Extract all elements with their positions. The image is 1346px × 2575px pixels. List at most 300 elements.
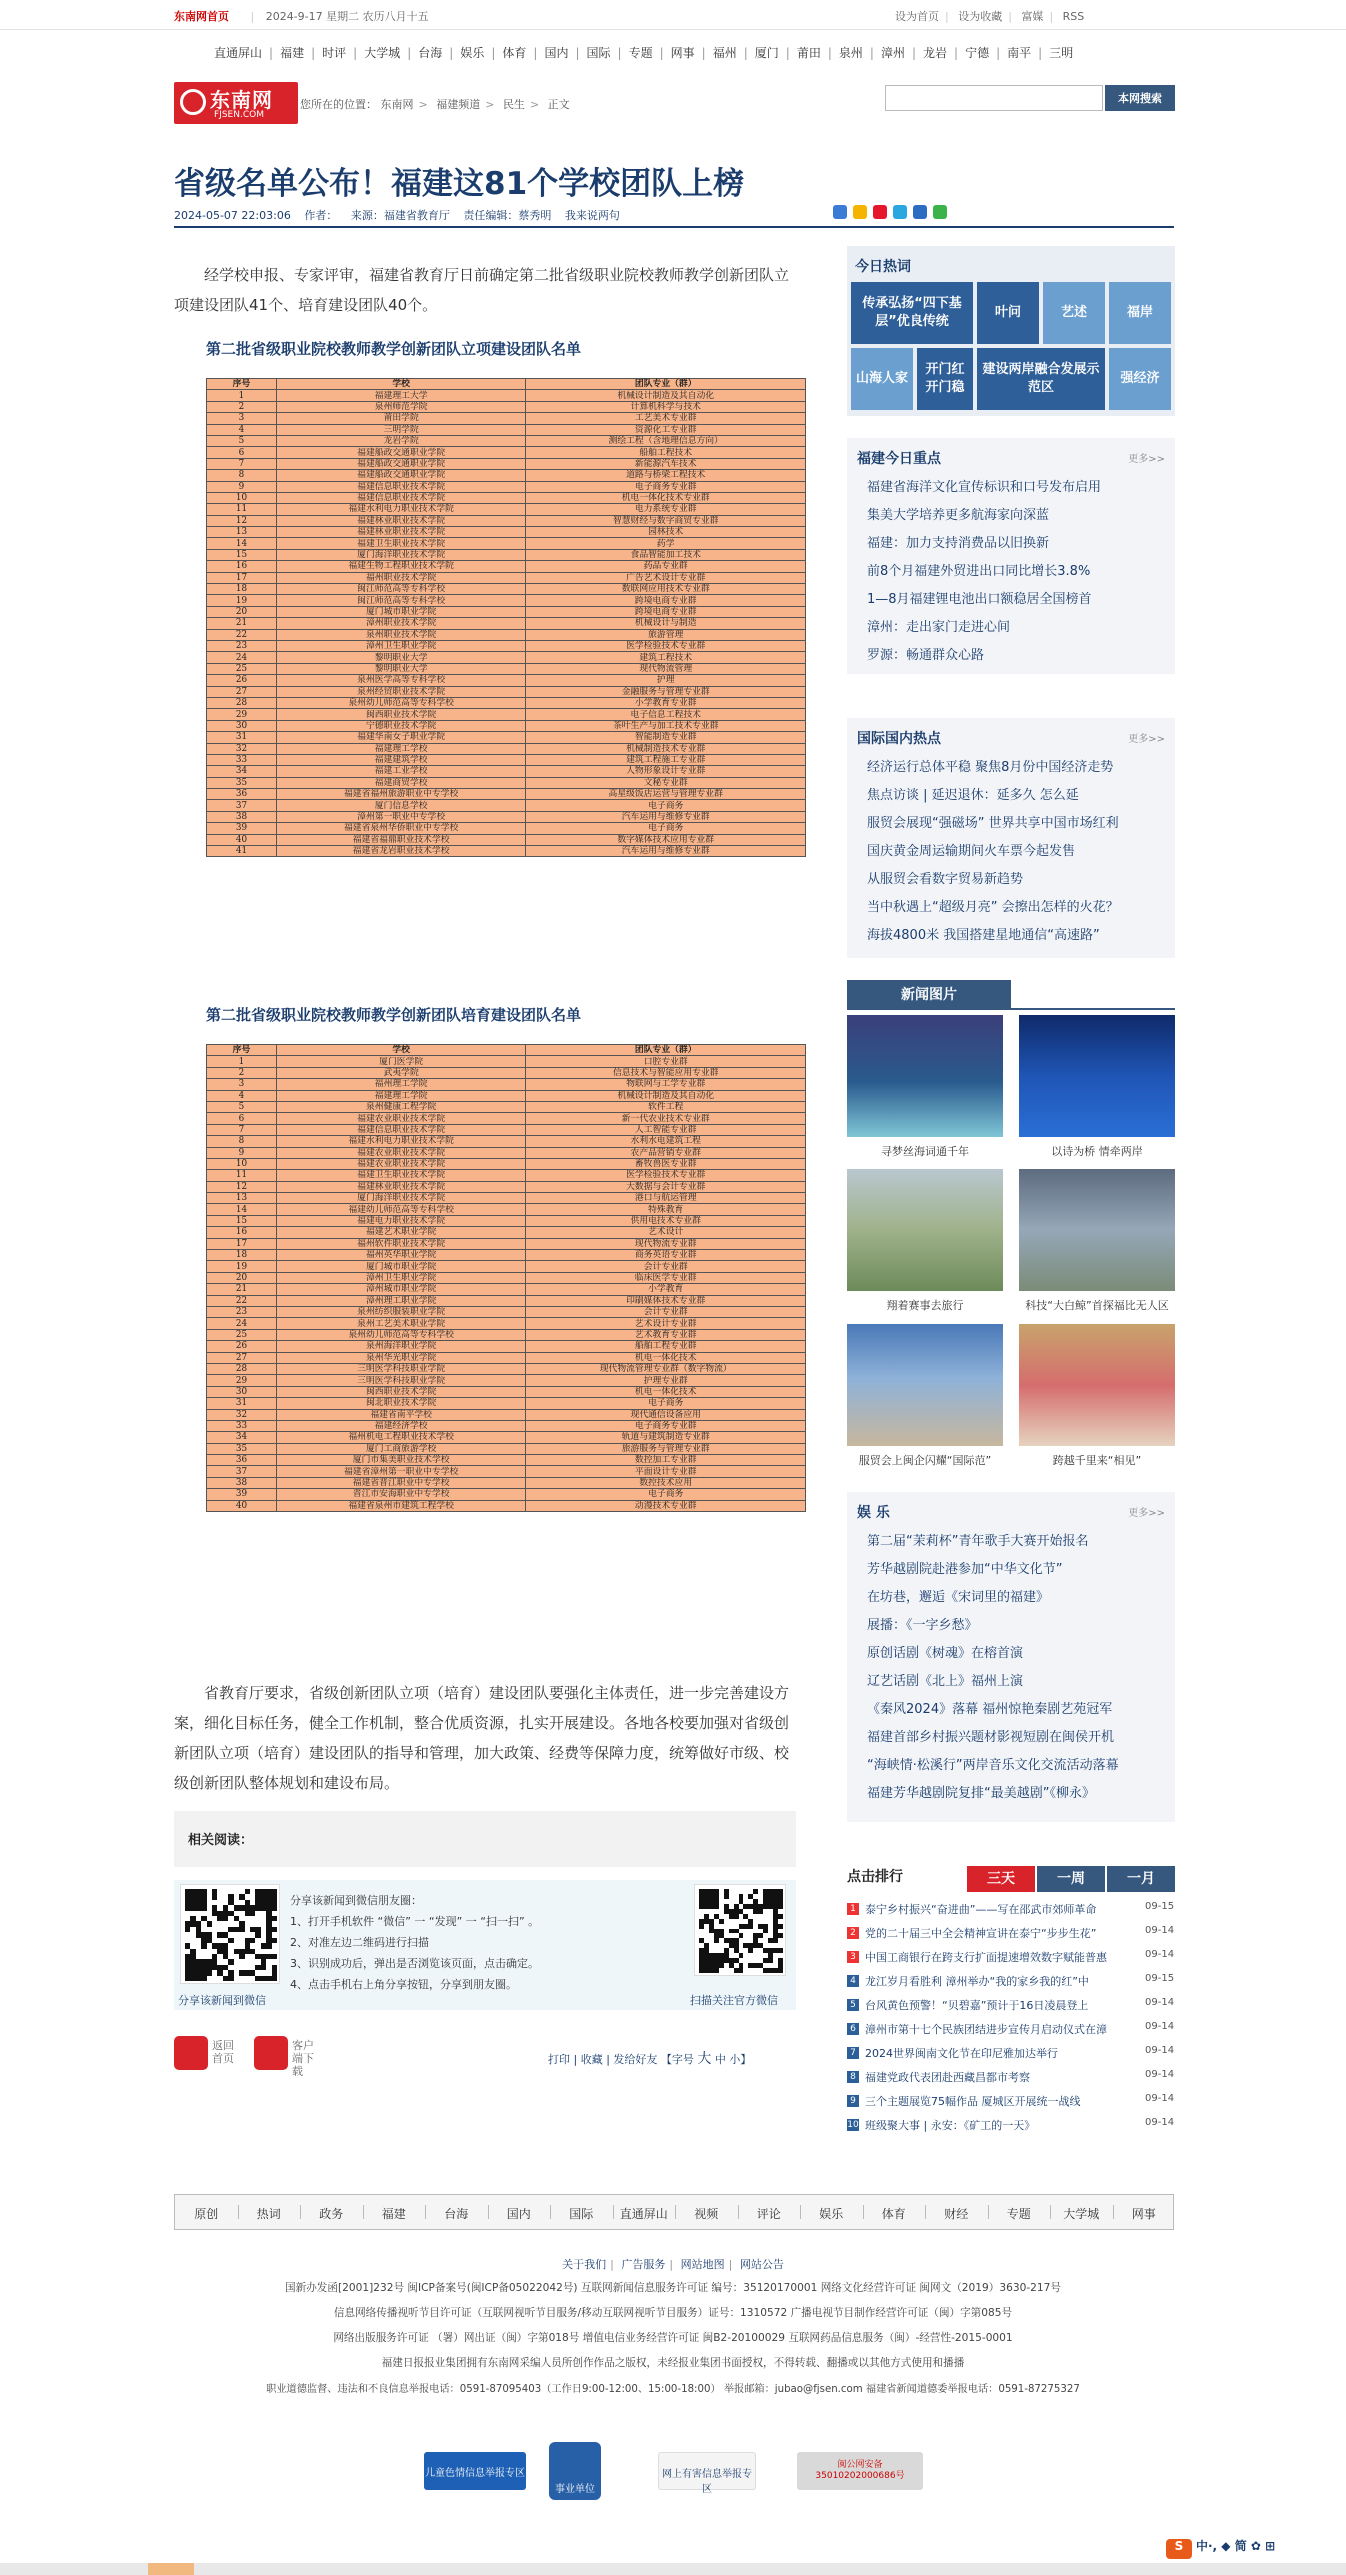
table-cell: 34 <box>207 766 277 777</box>
table-cell: 福建省龙岩职业技术学校 <box>276 846 526 857</box>
channel-link[interactable]: 网事 <box>670 46 695 60</box>
table-row <box>207 1477 806 1488</box>
hot-word-tile[interactable]: 艺述 <box>1043 282 1105 344</box>
list-item[interactable]: 罗源：畅通群众心路 <box>867 648 985 663</box>
qzone-icon[interactable] <box>893 205 907 219</box>
rank-title[interactable]: 党的二十届三中全会精神宣讲在泰宁“步步生花” <box>865 1927 1097 1940</box>
footer-nav-item[interactable]: 原创 <box>194 2207 219 2221</box>
hot-word-tile[interactable]: 建设两岸融合发展示范区 <box>977 348 1105 410</box>
table-cell: 福建卫生职业技术学院 <box>276 538 526 549</box>
rank-title[interactable]: 中国工商银行在跨支行扩面提速增效数字赋能普惠 <box>865 1951 1107 1964</box>
channel-link[interactable]: 宁德 <box>965 46 990 60</box>
list-item[interactable]: 前8个月福建外贸进出口同比增长3.8% <box>867 564 1091 579</box>
footer-nav-item[interactable]: 国际 <box>569 2207 594 2221</box>
rank-date: 09-14 <box>1145 1997 1175 2008</box>
table-cell: 福州职业技术学院 <box>276 572 526 583</box>
table-cell: 机电一体化技术 <box>526 1386 806 1397</box>
media-link[interactable]: 富媒 <box>1021 10 1044 23</box>
list-item[interactable]: 漳州：走出家门走进心间 <box>867 620 1011 635</box>
news-picture[interactable] <box>847 1324 1003 1468</box>
list-item[interactable]: 辽艺话剧《北上》福州上演 <box>867 1674 1024 1689</box>
table-row <box>207 1318 806 1329</box>
ranking-item[interactable] <box>847 2090 1177 2114</box>
table-cell: 30 <box>207 720 277 731</box>
divider: | <box>311 46 316 60</box>
footer-nav-item[interactable]: 福建 <box>381 2207 406 2221</box>
hot-word-tile[interactable]: 传承弘扬“四下基层”优良传统 <box>851 282 973 344</box>
footer-nav-item[interactable]: 娱乐 <box>819 2207 844 2221</box>
table-cell: 17 <box>207 1238 277 1249</box>
footer-nav-item[interactable]: 直通屏山 <box>619 2207 668 2221</box>
share-step: 3、识别成功后，弹出是否浏览该页面，点击确定。 <box>290 1957 539 1970</box>
table-cell: 机械制造技术专业群 <box>526 743 806 754</box>
announcement-link[interactable]: 网站公告 <box>739 2258 784 2271</box>
table-row <box>207 470 806 481</box>
home-icon[interactable] <box>174 2036 208 2070</box>
channel-link[interactable]: 时评 <box>322 46 347 60</box>
table-cell: 福建华南女子职业学院 <box>276 732 526 743</box>
list-item[interactable]: 福建首部乡村振兴题材影视短剧在闽侯开机 <box>867 1730 1115 1745</box>
list-item[interactable]: 从服贸会看数字贸易新趋势 <box>867 872 1024 887</box>
table-cell: 39 <box>207 823 277 834</box>
table-cell: 福建省福鼎职业技术学校 <box>276 834 526 845</box>
table-cell: 13 <box>207 527 277 538</box>
channel-link[interactable]: 龙岩 <box>923 46 948 60</box>
table-cell: 小学教育 <box>526 1284 806 1295</box>
table-cell: 艺术设计专业群 <box>526 1318 806 1329</box>
entertainment-box <box>847 1492 1175 1822</box>
qr-module <box>201 1943 206 1948</box>
more-link[interactable]: 更多>> <box>1128 1508 1165 1519</box>
table-cell: 医学检验技术专业群 <box>526 1170 806 1181</box>
footer-nav-item[interactable]: 财经 <box>944 2207 969 2221</box>
channel-link[interactable]: 国际 <box>586 46 611 60</box>
table-cell: 21 <box>207 1284 277 1295</box>
rss-link[interactable]: RSS <box>1062 10 1085 23</box>
table-row <box>207 777 806 788</box>
divider <box>1113 2205 1114 2219</box>
qr-module <box>778 1914 783 1919</box>
table-row <box>207 572 806 583</box>
fujian-news-title: 福建今日重点 <box>857 451 941 467</box>
table-cell: 口腔专业群 <box>526 1056 806 1067</box>
table-cell: 泉州幼儿师范高等专科学校 <box>276 697 526 708</box>
list-item[interactable]: 福建芳华越剧院复排“最美越剧”《柳永》 <box>867 1786 1095 1801</box>
table-cell: 汽车运用与维修专业群 <box>526 846 806 857</box>
site-logo[interactable] <box>174 82 298 124</box>
table-cell: 23 <box>207 640 277 651</box>
channel-link[interactable]: 国内 <box>544 46 569 60</box>
table-cell: 闽西职业技术学院 <box>276 709 526 720</box>
home-link[interactable]: 东南网首页 <box>174 10 229 23</box>
author-label: 作者： <box>304 209 338 222</box>
footer-nav-item[interactable]: 网事 <box>1131 2207 1156 2221</box>
list-item[interactable]: “海峡情·松溪行”两岸音乐文化交流活动落幕 <box>867 1758 1119 1773</box>
news-picture[interactable] <box>847 1169 1003 1313</box>
table-row <box>207 618 806 629</box>
rank-title[interactable]: 三个主题展览75幅作品 厦城区开展统一战线 <box>865 2095 1081 2108</box>
table-row <box>207 1375 806 1386</box>
channel-link[interactable]: 三明 <box>1049 46 1074 60</box>
table-cell: 三明医学科技职业学院 <box>276 1363 526 1374</box>
news-picture[interactable] <box>1019 1015 1175 1159</box>
client-download-link[interactable]: 客户端下载 <box>292 2039 314 2078</box>
qr-module <box>239 1954 244 1959</box>
table-cell: 34 <box>207 1432 277 1443</box>
rank-title[interactable]: 台风黄色预警！“贝碧嘉”预计于16日凌晨登上 <box>865 1999 1089 2012</box>
list-item[interactable]: 当中秋遇上“超级月亮” 会擦出怎样的火花？ <box>867 900 1119 915</box>
table1-wrap <box>174 378 796 857</box>
list-item[interactable]: 国庆黄金周运输期间火车票今起发售 <box>867 844 1076 859</box>
table-row <box>207 709 806 720</box>
channel-link[interactable]: 娱乐 <box>460 46 485 60</box>
news-picture[interactable] <box>1019 1324 1175 1468</box>
table-cell: 护理专业群 <box>526 1375 806 1386</box>
horizontal-scrollbar[interactable] <box>0 2563 1346 2575</box>
breadcrumb-item[interactable]: 东南网 <box>380 98 414 111</box>
list-item[interactable]: 福建省海洋文化宣传标识和口号发布启用 <box>867 480 1102 495</box>
breadcrumb-item[interactable]: 福建频道 <box>436 98 481 111</box>
table-row <box>207 1341 806 1352</box>
channel-link[interactable]: 漳州 <box>880 46 905 60</box>
badge-label: 事业单位 <box>555 2484 595 2495</box>
table-cell: 福州理工学院 <box>276 1079 526 1090</box>
table-cell: 广告艺术设计专业群 <box>526 572 806 583</box>
table-row <box>207 1090 806 1101</box>
table-cell: 福建信息职业技术学院 <box>276 481 526 492</box>
table-cell: 建筑工程技术 <box>526 652 806 663</box>
ranking-item[interactable] <box>847 1922 1177 1946</box>
font-large[interactable]: 大 <box>697 2051 712 2067</box>
rank-date: 09-14 <box>1145 1949 1175 1960</box>
source[interactable]: 福建省教育厅 <box>383 209 450 222</box>
table-cell: 平面设计专业群 <box>526 1466 806 1477</box>
list-item[interactable]: 焦点访谈 | 延迟退休：延多久 怎么延 <box>867 788 1079 803</box>
table-cell: 福建信息职业技术学院 <box>276 492 526 503</box>
article-outro <box>174 1678 796 1798</box>
hot-word-tile[interactable]: 山海人家 <box>851 348 913 410</box>
list-item[interactable]: 芳华越剧院赴港参加“中华文化节” <box>867 1562 1063 1577</box>
footer-nav-item[interactable]: 视频 <box>694 2207 719 2221</box>
table-cell: 6 <box>207 447 277 458</box>
table-cell: 临床医学专业群 <box>526 1272 806 1283</box>
qr-module <box>266 1943 271 1948</box>
table-cell: 厦门工商旅游学校 <box>276 1443 526 1454</box>
footer-nav-item[interactable]: 台海 <box>444 2207 469 2221</box>
table-cell: 泉州经贸职业技术学院 <box>276 686 526 697</box>
footer-nav <box>174 2194 1174 2230</box>
table-cell: 福建农业职业技术学院 <box>276 1113 526 1124</box>
table-cell: 茶叶生产与加工技术专业群 <box>526 720 806 731</box>
table-cell: 11 <box>207 504 277 515</box>
table-cell: 10 <box>207 492 277 503</box>
channel-link[interactable]: 南平 <box>1007 46 1032 60</box>
hot-word-tile[interactable]: 福岸 <box>1109 282 1171 344</box>
hot-word-tile[interactable]: 强经济 <box>1109 348 1171 410</box>
table-row <box>207 584 806 595</box>
table-cell: 现代物流管理 <box>526 663 806 674</box>
list-item[interactable]: 海拔4800米 我国搭建星地通信“高速路” <box>867 928 1100 943</box>
share-people-icon[interactable] <box>913 205 927 219</box>
table-cell: 泉州华光职业学院 <box>276 1352 526 1363</box>
channel-link[interactable]: 莆田 <box>796 46 821 60</box>
table-cell: 泉州纺织服装职业学院 <box>276 1306 526 1317</box>
list-item[interactable]: 经济运行总体平稳 聚焦8月份中国经济走势 <box>867 760 1114 775</box>
table-row <box>207 1329 806 1340</box>
table-row <box>207 1056 806 1067</box>
channel-link[interactable]: 福州 <box>712 46 737 60</box>
qr-module <box>739 1933 744 1938</box>
table-cell: 24 <box>207 652 277 663</box>
ranking-item[interactable] <box>847 2042 1177 2066</box>
rank-number: 1 <box>847 1903 859 1915</box>
divider <box>300 2205 301 2219</box>
qr-module <box>272 1916 277 1921</box>
rank-title[interactable]: 班级聚大事 | 永安：《矿工的一天》 <box>865 2119 1036 2132</box>
more-link[interactable]: 更多>> <box>1128 734 1165 745</box>
ranking-item[interactable] <box>847 2114 1177 2138</box>
qr-module <box>763 1929 768 1934</box>
scrollbar-thumb[interactable] <box>148 2563 194 2575</box>
weibo-icon[interactable] <box>873 205 887 219</box>
share-steps <box>290 1890 539 1995</box>
table-cell: 农产品营销专业群 <box>526 1147 806 1158</box>
table-cell: 文秘专业群 <box>526 777 806 788</box>
back-home-link[interactable]: 返回首页 <box>212 2039 234 2065</box>
table-row <box>207 675 806 686</box>
footer-nav-item[interactable]: 政务 <box>319 2207 344 2221</box>
rank-date: 09-15 <box>1145 1973 1175 1984</box>
ranking-item[interactable] <box>847 2066 1177 2090</box>
ranking-item[interactable] <box>847 1946 1177 1970</box>
table-cell: 22 <box>207 1295 277 1306</box>
channel-link[interactable]: 直通屏山 <box>214 46 263 60</box>
table-cell: 泉州医学高等专科学校 <box>276 675 526 686</box>
ranking-list <box>847 1898 1177 2138</box>
channel-link[interactable]: 福建 <box>280 46 305 60</box>
table-cell: 泉州职业技术学院 <box>276 629 526 640</box>
table-cell: 27 <box>207 686 277 697</box>
harmful-info-report-badge[interactable] <box>658 2452 756 2495</box>
share-plus-icon[interactable] <box>833 205 847 219</box>
table-row <box>207 1386 806 1397</box>
sitemap-link[interactable]: 网站地图 <box>680 2258 725 2271</box>
divider <box>1050 2205 1051 2219</box>
share-icons <box>833 205 953 222</box>
table-cell: 9 <box>207 481 277 492</box>
table-row <box>207 754 806 765</box>
list-item[interactable]: 集美大学培养更多航海家向深蓝 <box>867 508 1050 523</box>
table-row <box>207 1079 806 1090</box>
table-cell: 20 <box>207 606 277 617</box>
table-cell: 28 <box>207 1363 277 1374</box>
table-cell: 商务英语专业群 <box>526 1250 806 1261</box>
qr-module <box>778 1948 783 1953</box>
table-header: 序号 <box>207 379 277 390</box>
qr-module <box>739 1968 744 1973</box>
table-row <box>207 1136 806 1147</box>
share-star-icon[interactable] <box>853 205 867 219</box>
table-cell: 福建艺术职业学院 <box>276 1227 526 1238</box>
footer-nav-item[interactable]: 专题 <box>1006 2207 1031 2221</box>
table-cell: 40 <box>207 834 277 845</box>
table-cell: 数控加工专业群 <box>526 1455 806 1466</box>
tab-one-week[interactable]: 一周 <box>1037 1866 1105 1892</box>
font-small[interactable]: 小】 <box>729 2053 752 2066</box>
table-row <box>207 504 806 515</box>
ranking-item[interactable] <box>847 1898 1177 1922</box>
table-header: 序号 <box>207 1045 277 1056</box>
qr-module <box>272 1905 277 1910</box>
table-row <box>207 492 806 503</box>
table-cell: 26 <box>207 1341 277 1352</box>
channel-link[interactable]: 台海 <box>418 46 443 60</box>
table-cell: 19 <box>207 1261 277 1272</box>
channel-link[interactable]: 专题 <box>628 46 653 60</box>
list-item[interactable]: 第二届“茉莉杯”青年歌手大赛开始报名 <box>867 1534 1089 1549</box>
search-button[interactable]: 本网搜索 <box>1105 85 1175 111</box>
footer-nav-item[interactable]: 评论 <box>756 2207 781 2221</box>
divider: | <box>1038 46 1043 60</box>
table2-title: 第二批省级职业院校教师教学创新团队培育建设团队名单 <box>206 1006 582 1024</box>
qr-module <box>758 1909 763 1914</box>
news-picture[interactable] <box>847 1015 1003 1159</box>
divider <box>863 2205 864 2219</box>
table-cell: 道路与桥梁工程技术 <box>526 470 806 481</box>
more-link[interactable]: 更多>> <box>1128 454 1165 465</box>
wechat-icon[interactable] <box>933 205 947 219</box>
channel-link[interactable]: 泉州 <box>838 46 863 60</box>
add-favorite-link[interactable]: 设为收藏 <box>958 10 1003 23</box>
qr-module <box>778 1904 783 1909</box>
news-picture-caption: 翔着赛事去旅行 <box>886 1299 964 1312</box>
list-item[interactable]: 在坊巷，邂逅《宋词里的福建》 <box>867 1590 1050 1605</box>
ad-service-link[interactable]: 广告服务 <box>621 2258 666 2271</box>
search-box <box>885 85 1162 111</box>
footer-nav-item[interactable]: 体育 <box>881 2207 906 2221</box>
table-cell: 新一代农业技术专业群 <box>526 1113 806 1124</box>
footer-nav-item[interactable]: 国内 <box>506 2207 531 2221</box>
list-item[interactable]: 1—8月福建锂电池出口额稳居全国榜首 <box>867 592 1092 607</box>
tab-three-days[interactable]: 三天 <box>967 1866 1035 1892</box>
table-cell: 5 <box>207 435 277 446</box>
rank-title[interactable]: 漳州市第十七个民族团结进步宣传月启动仪式在漳 <box>865 2023 1107 2036</box>
search-input[interactable] <box>885 85 1103 111</box>
list-item[interactable]: 原创话剧《树魂》在榕首演 <box>867 1646 1024 1661</box>
news-pictures-divider <box>847 1008 1175 1010</box>
rank-title[interactable]: 泰宁乡村振兴“奋进曲”——写在邵武市郊师革命 <box>865 1903 1097 1916</box>
hot-word-tile[interactable]: 开门红 开门稳 <box>917 348 973 410</box>
table-cell: 跨境电商专业群 <box>526 595 806 606</box>
table-cell: 37 <box>207 800 277 811</box>
qr-module <box>773 1938 778 1943</box>
table-row <box>207 789 806 800</box>
qr-code-share <box>180 1884 280 1984</box>
table-row <box>207 527 806 538</box>
set-homepage-link[interactable]: 设为首页 <box>895 10 939 23</box>
police-record-badge[interactable] <box>797 2452 923 2490</box>
ime-toolbar[interactable] <box>1166 2537 1275 2559</box>
table-cell: 23 <box>207 1306 277 1317</box>
rank-date: 09-14 <box>1145 2021 1175 2032</box>
list-item[interactable]: 展播：《一字乡愁》 <box>867 1618 978 1633</box>
table-row <box>207 1158 806 1169</box>
table-cell: 福建省南平学校 <box>276 1409 526 1420</box>
public-institution-badge[interactable] <box>549 2442 601 2500</box>
channel-link[interactable]: 体育 <box>502 46 527 60</box>
rank-title[interactable]: 福建党政代表团赴西藏昌都市考察 <box>865 2071 1030 2084</box>
table-cell: 漳州卫生职业学院 <box>276 640 526 651</box>
divider: | <box>269 46 274 60</box>
logo-domain: FJSEN.COM <box>214 110 264 120</box>
ranking-item[interactable] <box>847 1994 1177 2018</box>
world-news-title: 国际国内热点 <box>857 731 941 747</box>
table-row <box>207 1193 806 1204</box>
comment-link[interactable]: 我来说两句 <box>564 209 620 222</box>
footer-nav-item[interactable]: 热词 <box>256 2207 281 2221</box>
mobile-icon[interactable] <box>254 2036 288 2070</box>
table-row <box>207 1067 806 1078</box>
table-cell: 福建省泉州市建筑工程学校 <box>276 1500 526 1511</box>
table-cell: 17 <box>207 572 277 583</box>
rank-date: 09-15 <box>1145 1901 1175 1912</box>
footer-nav-item[interactable]: 大学城 <box>1063 2207 1100 2221</box>
qr-module <box>228 1976 233 1981</box>
font-medium[interactable]: 中 <box>714 2053 726 2066</box>
share-step: 4、点击手机右上角分享按钮，分享到朋友圈。 <box>290 1978 517 1991</box>
table-row <box>207 435 806 446</box>
table-header: 学校 <box>276 1045 526 1056</box>
list-item[interactable]: 服贸会展现“强磁场” 世界共享中国市场红利 <box>867 816 1119 831</box>
table-cell: 数字媒体技术应用专业群 <box>526 834 806 845</box>
table1-title-wrap <box>174 338 796 359</box>
rank-title[interactable]: 龙江岁月看胜利 漳州举办“我的家乡我的红”中 <box>865 1975 1089 1988</box>
news-picture-caption: 寻梦丝海词通千年 <box>881 1145 969 1158</box>
print-link[interactable]: 打印 <box>548 2053 570 2066</box>
ranking-item[interactable] <box>847 2018 1177 2042</box>
table-row <box>207 458 806 469</box>
table-cell: 26 <box>207 675 277 686</box>
child-report-badge[interactable] <box>424 2452 526 2490</box>
table-cell: 汽车运用与维修专业群 <box>526 811 806 822</box>
divider: | <box>785 46 790 60</box>
list-item[interactable]: 福建：加力支持消费品以旧换新 <box>867 536 1050 551</box>
breadcrumb-item[interactable]: 民生 <box>502 98 525 111</box>
table-cell: 1 <box>207 390 277 401</box>
news-picture[interactable] <box>1019 1169 1175 1313</box>
tab-one-month[interactable]: 一月 <box>1107 1866 1175 1892</box>
font-size-label: 【字号 <box>660 2053 694 2066</box>
table2-title-wrap <box>174 1004 796 1025</box>
hot-word-tile[interactable]: 叶问 <box>977 282 1039 344</box>
table-cell: 泉州海洋职业学院 <box>276 1341 526 1352</box>
list-item[interactable]: 《秦风2024》落幕 福州惊艳秦剧艺苑冠军 <box>867 1702 1113 1717</box>
table-cell: 厦门海洋职业技术学院 <box>276 1193 526 1204</box>
about-link[interactable]: 关于我们 <box>562 2258 607 2271</box>
send-friend-link[interactable]: 发给好友 <box>613 2053 658 2066</box>
table-cell: 莆田学院 <box>276 413 526 424</box>
divider: | <box>701 46 706 60</box>
channel-link[interactable]: 厦门 <box>754 46 779 60</box>
badge-label: 闽公网安备 35010202000686号 <box>815 2460 905 2481</box>
rank-title[interactable]: 2024世界闽南文化节在印尼雅加达举行 <box>865 2047 1058 2060</box>
table-cell: 39 <box>207 1489 277 1500</box>
channel-link[interactable]: 大学城 <box>364 46 401 60</box>
ranking-item[interactable] <box>847 1970 1177 1994</box>
favorite-link[interactable]: 收藏 <box>580 2053 603 2066</box>
divider: | <box>743 46 748 60</box>
table-cell: 24 <box>207 1318 277 1329</box>
